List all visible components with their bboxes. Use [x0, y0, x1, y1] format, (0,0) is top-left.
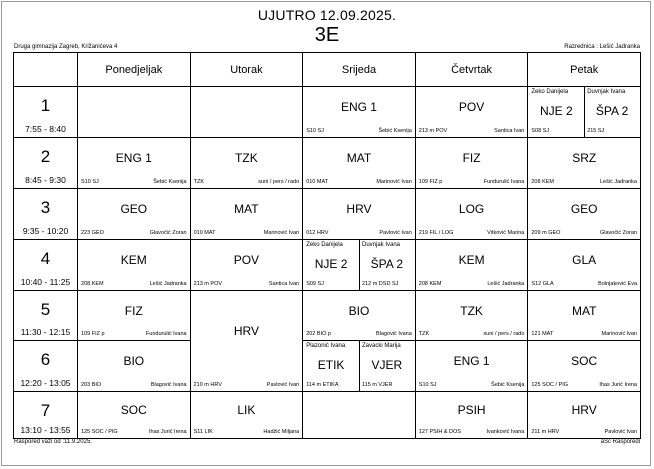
period-number: 4 [40, 249, 51, 268]
lesson-room: 127 PSIH & DOS [418, 429, 461, 435]
lesson-room: 125 SOC / PIG [531, 382, 569, 388]
lesson-group-left[interactable] [303, 341, 359, 391]
lesson-room: S10 SJ [306, 128, 324, 134]
lesson-cell[interactable] [415, 87, 528, 138]
lesson-room: 212 m DSD SJ [361, 281, 399, 287]
lesson-room: S12 GLA [531, 281, 554, 287]
lesson-room: S10 SJ [81, 179, 99, 185]
period-time: 10:40 - 11:25 [20, 277, 71, 287]
lesson-teacher: Ihas Jurić Irena [599, 382, 637, 388]
lesson-room: 012 HRV [306, 230, 329, 236]
group-teacher: Duvnjak Ivana [587, 89, 626, 95]
lesson-room: 125 SOC / PIG [81, 429, 118, 435]
lesson-subject: KEM [120, 253, 147, 267]
lesson-room: 208 KEM [81, 281, 104, 287]
lesson-subject: MAT [234, 202, 259, 216]
period-time: 8:45 - 9:30 [25, 175, 66, 185]
lesson-teacher: Ivanković Ivana [486, 429, 525, 435]
lesson-teacher: Glavočić Zoran [149, 230, 187, 236]
lesson-group-right[interactable] [359, 341, 415, 391]
lesson-subject: LOG [458, 202, 485, 216]
class-teacher: Razrednica : Lešić Jadranka [564, 44, 640, 50]
period-row [14, 87, 641, 138]
period-row [14, 392, 641, 439]
lesson-cell[interactable] [303, 291, 416, 341]
lesson-cell[interactable] [78, 291, 191, 341]
lesson-teacher: Lešić Jadranka [149, 281, 187, 287]
lesson-cell[interactable] [528, 291, 641, 341]
group-teacher: Plazonić Ivana [306, 343, 346, 349]
lesson-group-left[interactable] [303, 240, 359, 290]
lesson-subject: MAT [346, 151, 372, 165]
period-time: 12:20 - 13:05 [20, 378, 71, 388]
lesson-room: 211 m HRV [531, 429, 560, 435]
period-row [14, 291, 641, 341]
lesson-cell[interactable] [528, 138, 641, 189]
lesson-teacher: Fundurulić Ivana [145, 331, 187, 337]
lesson-teacher: Bolnjaković Eva [598, 281, 637, 287]
lesson-room: 219 FIL / LOG [418, 230, 454, 236]
period-cell [14, 341, 78, 392]
lesson-subject: VJER [371, 357, 403, 372]
lesson-room: S11 LIK [193, 429, 213, 435]
lesson-teacher: Santica Ivan [494, 128, 525, 134]
lesson-room: 109 FIZ p [81, 331, 105, 337]
lesson-subject: FIZ [462, 151, 481, 165]
lesson-room: 115 m VJER [361, 382, 393, 388]
period-row [14, 138, 641, 189]
lesson-teacher: Šebić Ksenija [153, 179, 187, 185]
period-row [14, 189, 641, 240]
valid-from-note: Raspored važi od :11.9.2025. [14, 439, 92, 445]
period-time: 13:10 - 13:55 [20, 425, 71, 435]
lesson-room: 208 KEM [531, 179, 554, 185]
lesson-teacher: Lešić Jadranka [600, 179, 637, 185]
generator-credit: aSc Rasporedi [600, 439, 640, 445]
lesson-cell[interactable] [303, 189, 416, 240]
lesson-subject: NJE 2 [314, 256, 348, 271]
lesson-subject: ŠPA 2 [370, 256, 404, 271]
lesson-teacher: Marinović Ivan [601, 331, 637, 337]
period-time: 7:55 - 8:40 [25, 124, 66, 134]
lesson-subject: POV [458, 100, 485, 114]
lesson-teacher: Marinović Ivan [376, 179, 412, 185]
lesson-cell[interactable] [528, 189, 641, 240]
school-name: Druga gimnazija Zagreb, Križanićeva 4 [14, 44, 118, 50]
lesson-cell[interactable] [190, 189, 303, 240]
lesson-subject: HRV [346, 202, 372, 216]
group-teacher: Zavacki Marija [361, 343, 401, 349]
lesson-cell-split[interactable] [528, 87, 641, 138]
lesson-subject: KEM [458, 253, 485, 267]
lesson-subject: BIO [123, 354, 145, 368]
lesson-room: 215 SJ [587, 128, 605, 134]
day-header: Utorak [190, 53, 303, 87]
period-number: 1 [40, 96, 51, 115]
lesson-room: TZK [418, 331, 430, 337]
lesson-room: 121 MAT [531, 331, 554, 337]
lesson-cell[interactable] [303, 138, 416, 189]
period-row [14, 341, 641, 392]
lesson-subject: ŠPA 2 [595, 103, 629, 118]
period-number: 3 [40, 198, 51, 217]
period-number: 2 [40, 147, 51, 166]
lesson-subject: FIZ [124, 303, 143, 318]
lesson-teacher: suni / pers / rado [483, 331, 525, 337]
lesson-subject: SOC [120, 403, 147, 418]
lesson-subject: HRV [233, 324, 259, 338]
period-number: 5 [40, 300, 51, 319]
period-cell [14, 189, 78, 240]
lesson-cell[interactable] [415, 189, 528, 240]
lesson-room: 202 BIO p [306, 331, 331, 337]
lesson-teacher: Glavočić Zoran [600, 230, 637, 236]
lesson-cell-empty [78, 87, 191, 138]
lesson-cell[interactable] [190, 240, 303, 291]
lesson-cell[interactable] [78, 189, 191, 240]
lesson-subject: HRV [571, 403, 597, 418]
day-header: Petak [528, 53, 641, 87]
lesson-teacher: Šebić Ksenija [491, 382, 525, 388]
lesson-cell[interactable] [415, 392, 528, 439]
lesson-subject: MAT [571, 303, 597, 318]
lesson-room: 114 m ETIKA [306, 382, 339, 388]
period-cell [14, 138, 78, 189]
lesson-teacher: Santica Ivan [268, 281, 300, 287]
lesson-cell[interactable] [528, 341, 641, 392]
period-number: 7 [40, 401, 51, 420]
lesson-subject: ETIK [317, 357, 345, 372]
period-number: 6 [40, 350, 51, 369]
lesson-room: 210 m HRV [193, 382, 222, 388]
lesson-cell[interactable] [415, 138, 528, 189]
lesson-group-right[interactable] [359, 240, 415, 290]
lesson-teacher: Fundurulić Ivana [483, 179, 525, 185]
lesson-teacher: suni / pers / rado [258, 179, 300, 185]
lesson-cell-split[interactable] [303, 240, 416, 291]
lesson-subject: LIK [237, 403, 256, 418]
lesson-cell-split[interactable] [303, 341, 416, 392]
lesson-cell[interactable] [415, 240, 528, 291]
lesson-room: 010 MAT [306, 179, 329, 185]
lesson-room: 208 KEM [418, 281, 442, 287]
lesson-cell[interactable] [528, 392, 641, 439]
lesson-teacher: Lešić Jadranka [487, 281, 525, 287]
lesson-room: 213 m POV [193, 281, 223, 287]
period-cell [14, 392, 78, 439]
period-cell [14, 87, 78, 138]
lesson-subject: BIO [348, 303, 370, 318]
day-header: Ponedjeljak [78, 53, 191, 87]
class-name: 3E [314, 24, 340, 46]
lesson-cell[interactable] [78, 392, 191, 439]
lesson-subject: ENG 1 [453, 354, 490, 368]
lesson-room: TZK [193, 179, 204, 185]
lesson-cell[interactable] [528, 240, 641, 291]
lesson-subject: NJE 2 [539, 103, 573, 118]
lesson-cell[interactable] [190, 392, 303, 439]
lesson-subject: GEO [570, 202, 598, 216]
lesson-subject: TZK [460, 303, 483, 318]
group-teacher: Zeko Danijela [306, 242, 343, 248]
lesson-room: 109 FIZ p [418, 179, 443, 185]
lesson-group-left[interactable] [528, 87, 584, 137]
period-cell [14, 240, 78, 291]
lesson-cell-empty [303, 392, 416, 439]
lesson-cell[interactable] [78, 240, 191, 291]
period-row [14, 240, 641, 291]
lesson-teacher: Pavlović Ivan [266, 382, 300, 388]
lesson-subject: SOC [571, 354, 598, 368]
schedule-title: UJUTRO 12.09.2025. [257, 7, 397, 23]
lesson-room: S08 SJ [531, 128, 550, 134]
lesson-room: S10 SJ [418, 382, 437, 388]
lesson-cell-empty [190, 87, 303, 138]
lesson-teacher: Šebić Ksenija [378, 128, 412, 134]
lesson-subject: ENG 1 [340, 100, 377, 114]
lesson-cell-double[interactable] [190, 291, 303, 392]
lesson-room: S09 SJ [306, 281, 324, 287]
lesson-teacher: Vitković Marina [487, 230, 525, 236]
lesson-subject: GEO [120, 202, 148, 216]
lesson-subject: PSIH [457, 403, 486, 418]
lesson-room: 203 BIO [81, 382, 102, 388]
period-cell [14, 291, 78, 341]
lesson-cell[interactable] [415, 341, 528, 392]
lesson-teacher: Pavlović Ivan [604, 429, 637, 435]
day-header: Srijeda [303, 53, 416, 87]
lesson-cell[interactable] [78, 138, 191, 189]
lesson-room: 209 m GEO [531, 230, 561, 236]
lesson-teacher: Ihas Jurić Irena [148, 429, 187, 435]
lesson-room: 213 m POV [418, 128, 448, 134]
lesson-subject: SRZ [572, 151, 597, 165]
lesson-cell[interactable] [78, 341, 191, 392]
lesson-cell[interactable] [415, 291, 528, 341]
day-header: Četvrtak [415, 53, 528, 87]
period-time: 11:30 - 12:15 [20, 327, 71, 337]
lesson-teacher: Pavlović Ivan [379, 230, 412, 236]
lesson-teacher: Blagović Ivana [376, 331, 412, 337]
lesson-subject: POV [233, 253, 260, 267]
lesson-teacher: Marinović Ivan [263, 230, 300, 236]
lesson-room: 010 MAT [193, 230, 216, 236]
lesson-cell[interactable] [303, 87, 416, 138]
timetable [13, 52, 641, 439]
lesson-teacher: Hadžić Miljana [263, 429, 300, 435]
day-header-row [14, 53, 641, 87]
group-teacher: Duvnjak Ivana [361, 242, 401, 248]
lesson-subject: GLA [572, 253, 597, 267]
lesson-room: 223 GEO [81, 230, 104, 236]
lesson-subject: TZK [235, 151, 258, 165]
lesson-group-right[interactable] [584, 87, 640, 137]
corner-cell [14, 53, 78, 87]
lesson-teacher: Blagović Ivana [150, 382, 187, 388]
lesson-subject: ENG 1 [115, 151, 152, 165]
group-teacher: Zeko Danijela [531, 89, 569, 95]
period-time: 9:35 - 10:20 [22, 226, 69, 236]
lesson-cell[interactable] [190, 138, 303, 189]
